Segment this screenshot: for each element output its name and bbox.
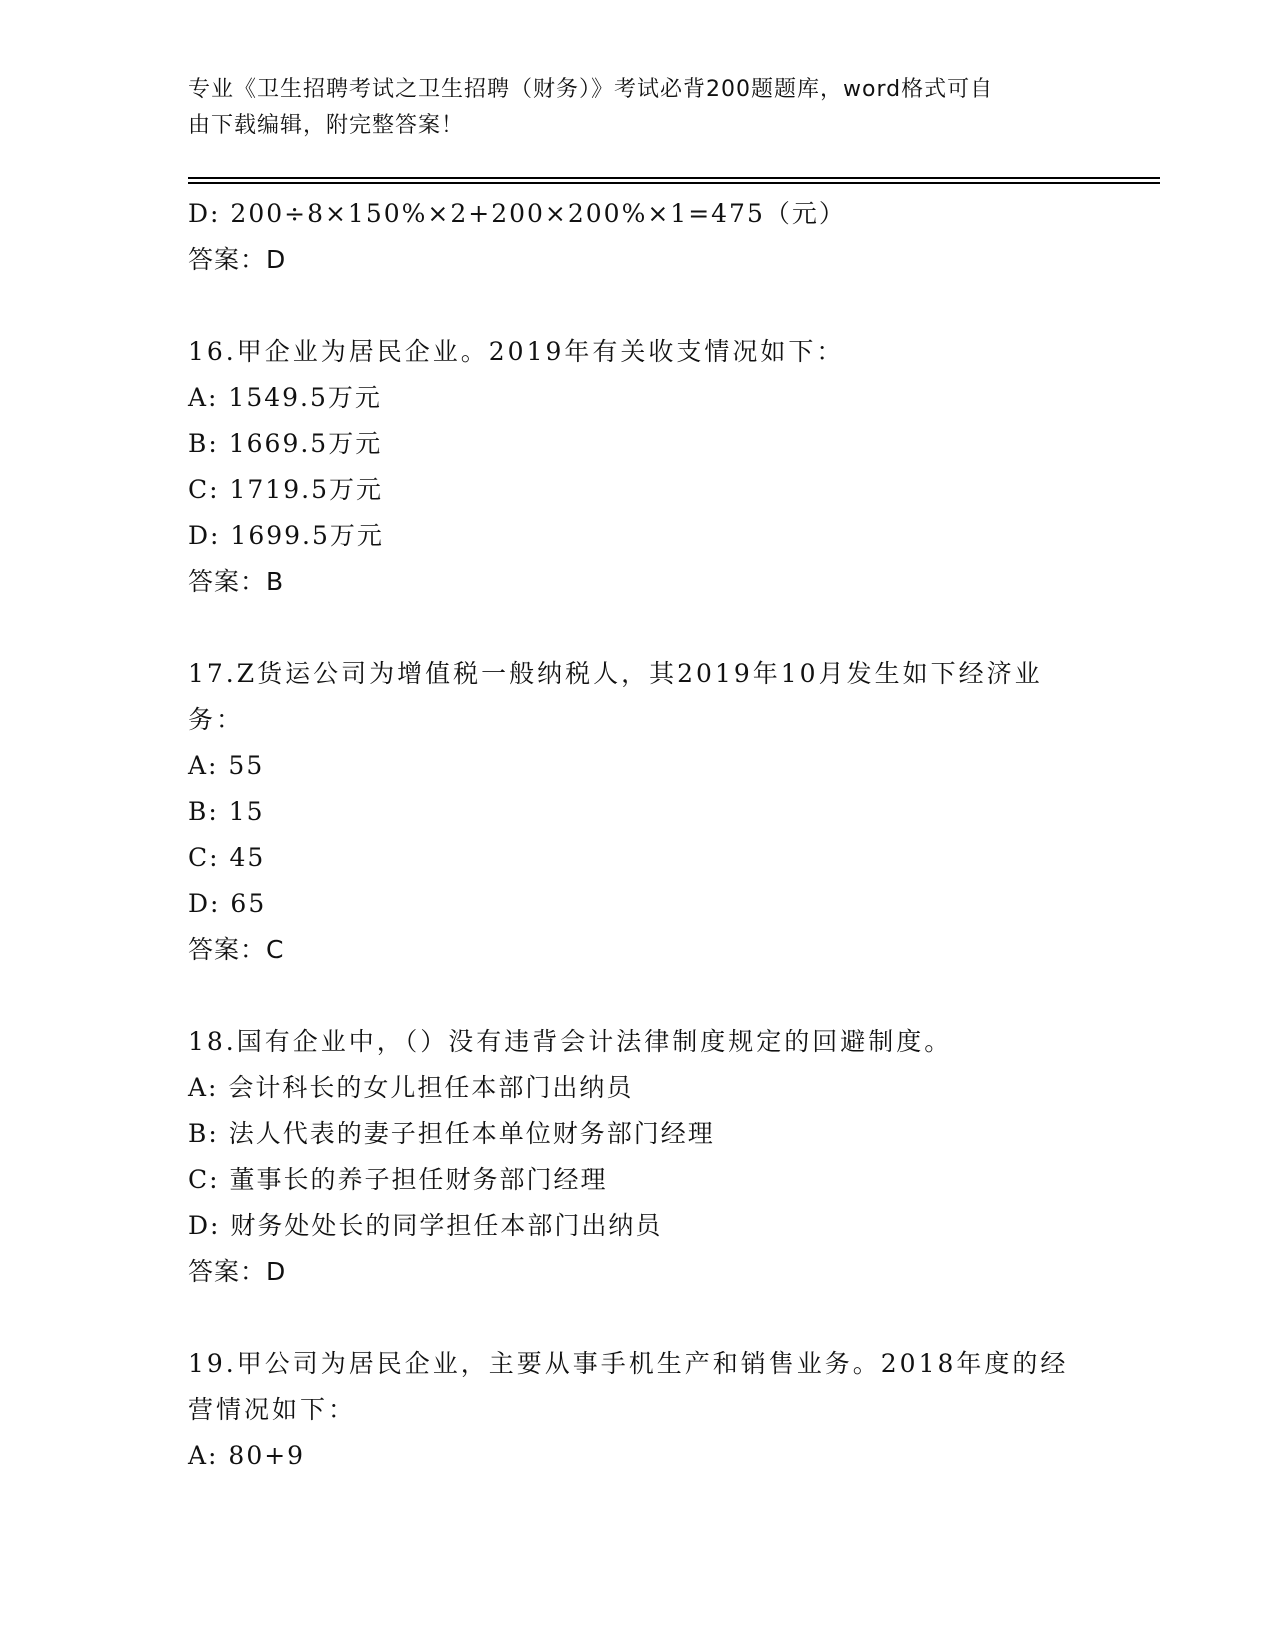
question-stem-line-2: 营情况如下： [188, 1395, 357, 1424]
option-c: C: 45 [188, 843, 266, 872]
option-b: B: 法人代表的妻子担任本单位财务部门经理 [188, 1119, 715, 1148]
answer-label: 答案：D [188, 1257, 287, 1286]
option-a: A: 1549.5万元 [188, 383, 382, 412]
option-a: A: 会计科长的女儿担任本部门出纳员 [188, 1073, 634, 1102]
option-c: C: 董事长的养子担任财务部门经理 [188, 1165, 608, 1194]
option-c: C: 1719.5万元 [188, 475, 383, 504]
spacer [188, 605, 1088, 651]
header-divider-bottom [188, 182, 1160, 184]
spacer [188, 973, 1088, 1019]
document-header [188, 72, 1068, 144]
header-line-2: 由下载编辑，附完整答案！ [188, 113, 465, 138]
spacer [188, 1295, 1088, 1341]
option-a: A: 80+9 [188, 1441, 306, 1470]
answer-label: 答案：C [188, 935, 285, 964]
question-stem-line-1: 17.Z货运公司为增值税一般纳税人，其2019年10月发生如下经济业 [188, 659, 1043, 688]
option-b: B: 15 [188, 797, 265, 826]
spacer [188, 283, 1088, 329]
question-stem-line-2: 务： [188, 705, 245, 734]
option-d: D: 1699.5万元 [188, 521, 384, 550]
option-d: D: 65 [188, 889, 267, 918]
question-stem-line-1: 19.甲公司为居民企业，主要从事手机生产和销售业务。2018年度的经 [188, 1349, 1069, 1378]
question-stem: 18.国有企业中，（）没有违背会计法律制度规定的回避制度。 [188, 1027, 953, 1056]
option-d: D: 200÷8×150%×2+200×200%×1=475（元） [188, 199, 846, 228]
answer-label: 答案：D [188, 245, 287, 274]
option-d: D: 财务处处长的同学担任本部门出纳员 [188, 1211, 663, 1240]
header-divider-top [188, 177, 1160, 179]
answer-label: 答案：B [188, 567, 285, 596]
option-b: B: 1669.5万元 [188, 429, 383, 458]
question-stem: 16.甲企业为居民企业。2019年有关收支情况如下： [188, 337, 845, 366]
option-a: A: 55 [188, 751, 265, 780]
question-list [188, 191, 1088, 1479]
header-line-1: 专业《卫生招聘考试之卫生招聘（财务）》考试必背200题题库，word格式可自 [188, 77, 994, 102]
